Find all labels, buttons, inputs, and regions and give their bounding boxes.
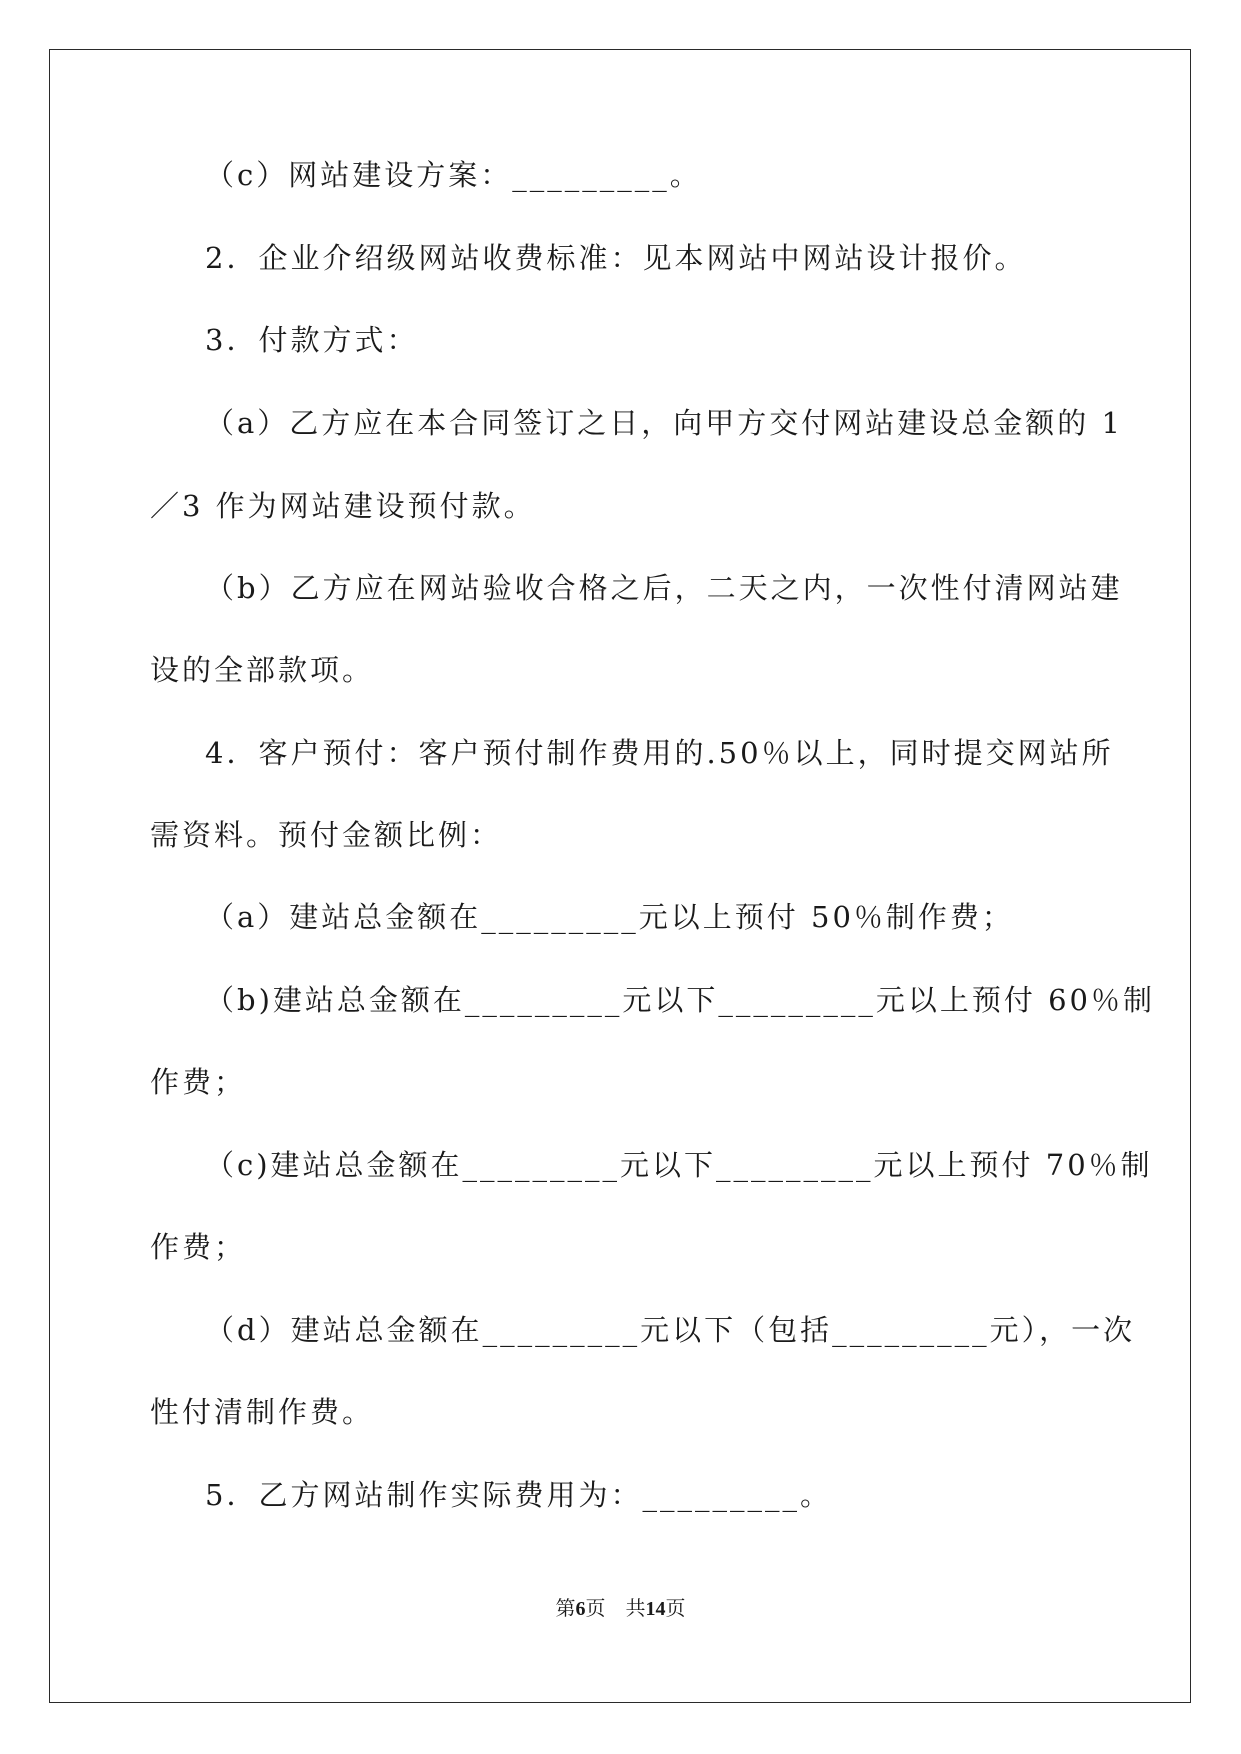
text-line-ratio-d-cont: 性付清制作费。 — [150, 1395, 375, 1429]
page-prefix: 第 — [555, 1598, 576, 1620]
text-line-ratio-d: （d）建站总金额在_________元以下（包括_________元），一次 — [205, 1313, 1136, 1347]
text-line-payment-b: （b）乙方应在网站验收合格之后，二天之内，一次性付清网站建 — [205, 571, 1123, 605]
text-line-prepay-cont: 需资料。预付金额比例： — [150, 818, 503, 852]
text-line-payment-a-cont: ／3 作为网站建设预付款。 — [150, 489, 536, 523]
text-line-fee-standard: 2．企业介绍级网站收费标准：见本网站中网站设计报价。 — [205, 241, 1027, 275]
total-suffix: 页 — [665, 1598, 686, 1620]
total-prefix: 共 — [625, 1598, 646, 1620]
text-line-ratio-b: （b)建站总金额在_________元以下_________元以上预付 60％制 — [205, 983, 1155, 1017]
text-line-c-plan: （c）网站建设方案：_________。 — [205, 158, 702, 192]
text-line-ratio-c: （c)建站总金额在_________元以下_________元以上预付 70％制 — [205, 1148, 1153, 1182]
text-line-payment-method: 3．付款方式： — [205, 323, 419, 357]
page-suffix: 页 — [585, 1598, 606, 1620]
text-line-prepay: 4．客户预付：客户预付制作费用的.50％以上，同时提交网站所 — [205, 736, 1114, 770]
text-line-ratio-b-cont: 作费； — [150, 1065, 247, 1099]
page-border — [49, 49, 1191, 1703]
text-line-actual-fee: 5．乙方网站制作实际费用为：_________。 — [205, 1478, 832, 1512]
page-number: 6 — [575, 1598, 586, 1620]
text-line-payment-a: （a）乙方应在本合同签订之日，向甲方交付网站建设总金额的 1 — [205, 406, 1123, 440]
page-footer — [0, 1592, 1241, 1621]
text-line-payment-b-cont: 设的全部款项。 — [150, 653, 375, 687]
total-pages: 14 — [645, 1598, 666, 1620]
text-line-ratio-a: （a）建站总金额在_________元以上预付 50％制作费； — [205, 900, 1014, 934]
text-line-ratio-c-cont: 作费； — [150, 1230, 247, 1264]
